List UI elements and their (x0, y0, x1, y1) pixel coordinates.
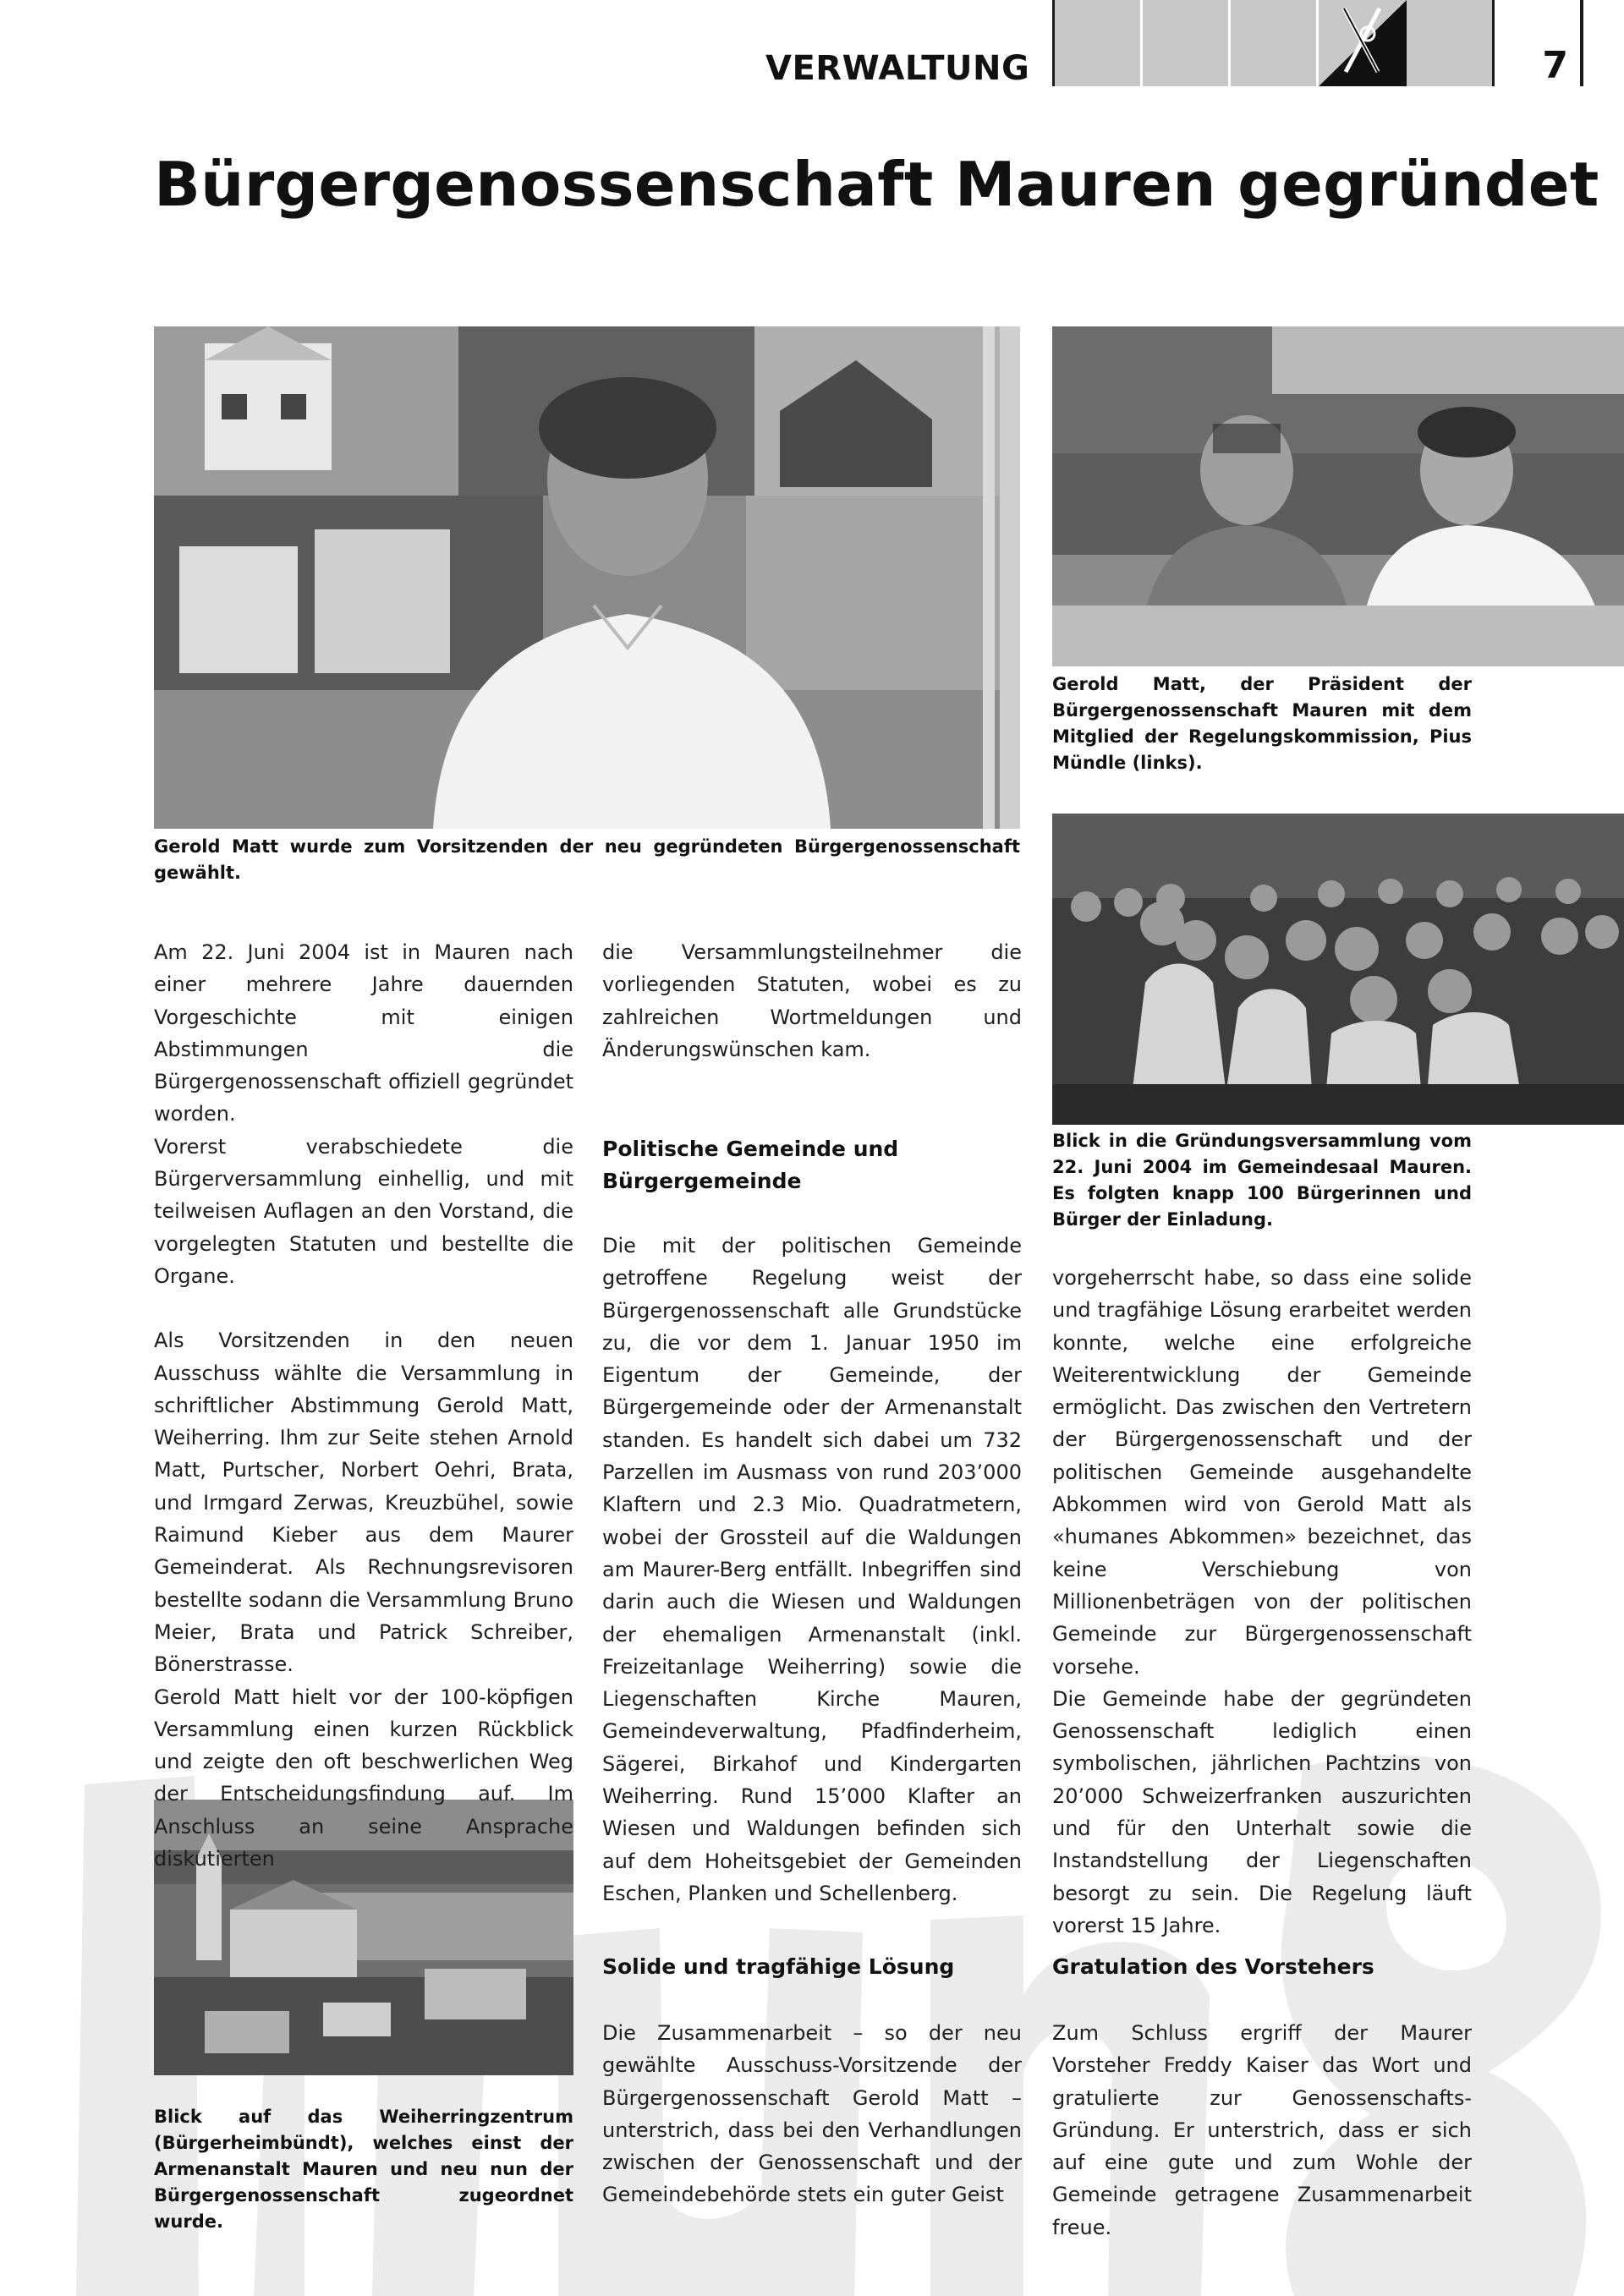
caption-weiherringzentrum: Blick auf das Weiherringzentrum (Bürgerheimbündt), welches einst der Armenanstalt Mauren und neu nun der Bürgergenossenschaft zugeordnet wurde. (154, 2107, 573, 2232)
header-tab (1228, 0, 1316, 86)
column-3 (1052, 1262, 1472, 1942)
municipality-emblem-icon (1316, 0, 1404, 86)
page-number: 7 (1542, 44, 1568, 87)
header-tab-bar (1052, 0, 1585, 86)
paragraph: Am 22. Juni 2004 ist in Mauren nach einer mehrere Jahre dauernden Vorgeschichte mit einigen Abstimmungen die Bürgergenossenschaft offiziell gegründet worden. (154, 940, 573, 1126)
paragraph: Als Vorsitzenden in den neuen Ausschuss wählte die Versammlung in schriftlicher Abstimmung Gerold Matt, Weiherring. Ihm zur Seite stehen Arnold Matt, Purtscher, Norbert Oehri, Brata, und Irmgard Zerwas, Kreuzbühel, sowie Raimund Kieber aus dem Maurer Gemeinderat. Als Rechnungsrevisoren bestellte sodann die Versammlung Bruno Meier, Brata und Patrick Schreiber, Bönerstrasse. (154, 1329, 573, 1677)
photo-gruendungsversammlung (1052, 814, 1624, 1125)
paragraph: Zum Schluss ergriff der Maurer Vorsteher Freddy Kaiser das Wort und gratulierte zur Genossenschafts-Gründung. Er unterstrich, dass er sich auf eine gute und zum Wohle der Gemeinde getragene Zusammenarbeit freue. (1052, 2021, 1472, 2239)
article-title: Bürgergenossenschaft Mauren gegründet (154, 149, 1599, 220)
photo-gerold-matt (154, 326, 1020, 829)
caption-praesident: Gerold Matt, der Präsident der Bürgergenossenschaft Mauren mit dem Mitglied der Regelungskommission, Pius Mündle (links). (1052, 674, 1472, 773)
paragraph: Die Gemeinde habe der gegründeten Genossenschaft lediglich einen symbolischen, jährlichen Pachtzins von 20’000 Schweizerfranken auszurichten und für den Unterhalt sowie die Instandstellung der Liegenschaften besorgt zu sein. Die Regelung läuft vorerst 15 Jahre. (1052, 1686, 1472, 1937)
paragraph: Gerold Matt hielt vor der 100-köpfigen Versammlung einen kurzen Rückblick und zeigte den oft beschwerlichen Weg der Entscheidungsfindung auf. Im Anschluss an seine Ansprache diskutierten (154, 1685, 573, 1871)
header-tab (1140, 0, 1228, 86)
header-tab (1404, 0, 1492, 86)
paragraph: Die Zusammenarbeit – so der neu gewählte Ausschuss-Vorsitzende der Bürgergenossenschaft Gerold Matt – unterstrich, dass bei den Verhandlungen zwischen der Genossenschaft und der Gemeindebehörde stets ein guter Geist (602, 2021, 1022, 2207)
column-2-bottom (602, 2017, 1022, 2211)
section-label: VERWALTUNG (765, 49, 1030, 88)
paragraph: Die mit der politischen Gemeinde getroffene Regelung weist der Bürgergenossenschaft alle Grundstücke zu, die vor dem 1. Januar 1950 im Eigentum der Gemeinde, der Bürgergemeinde oder der Armenanstalt standen. Es handelt sich dabei um 732 Parzellen im Ausmass von rund 203’000 Klaftern und 2.3 Mio. Quadratmetern, wobei der Grossteil auf die Waldungen am Maurer-Berg entfällt. Inbegriffen sind darin auch die Wiesen und Waldungen der ehemaligen Armenanstalt (inkl. Freizeitanlage Weiherring) sowie die Liegenschaften Kirche Mauren, Gemeindeverwaltung, Pfadfinderheim, Sägerei, Birkahof und Kindergarten Weiherring. Rund 15’000 Klafter an Wiesen und Waldungen befinden sich auf dem Hoheitsgebiet der Gemeinden Eschen, Planken und Schellenberg. (602, 1234, 1022, 1905)
page-number-box (1492, 0, 1580, 86)
paragraph: vorgeherrscht habe, so dass eine solide und tragfähige Lösung erarbeitet werden konnte, welche eine erfolgreiche Weiterentwicklung der Gemeinde ermöglicht. Das zwischen den Vertretern der Bürgergenossenschaft und der politischen Gemeinde ausgehandelte Abkommen wird von Gerold Matt als «humanes Abkommen» bezeichnet, das keine Verschiebung von Millionenbeträgen von der politischen Gemeinde zur Bürgergenossenschaft vorsehe. (1052, 1266, 1472, 1679)
column-2-continued (602, 1230, 1022, 1910)
subheading-gratulation: Gratulation des Vorstehers (1052, 1954, 1374, 1979)
paragraph: die Versammlungsteilnehmer die vorliegenden Statuten, wobei es zu zahlreichen Wortmeldungen und Änderungswünschen kam. (602, 940, 1022, 1061)
column-2 (602, 936, 1022, 1066)
caption-gruendungsversammlung: Blick in die Gründungsversammlung vom 22. Juni 2004 im Gemeindesaal Mauren. Es folgten knapp 100 Bürgerinnen und Bürger der Einladung. (1052, 1131, 1472, 1230)
subheading-solide-loesung: Solide und tragfähige Lösung (602, 1954, 955, 1979)
column-3-bottom (1052, 2017, 1472, 2244)
subheading-politische-gemeinde: Politische Gemeinde und Bürgergemeinde (602, 1137, 899, 1193)
caption-gerold-matt: Gerold Matt wurde zum Vorsitzenden der neu gegründeten Bürgergenossenschaft gewählt. (154, 836, 1020, 883)
photo-praesident-and-member (1052, 326, 1624, 666)
header-end-bar (1580, 0, 1583, 86)
paragraph: Vorerst verabschiedete die Bürgerversammlung einhellig, und mit teilweisen Auflagen an den Vorstand, die vorgelegten Statuten und bestellte die Organe. (154, 1134, 573, 1288)
column-1 (154, 936, 573, 1875)
header-tab (1052, 0, 1140, 86)
